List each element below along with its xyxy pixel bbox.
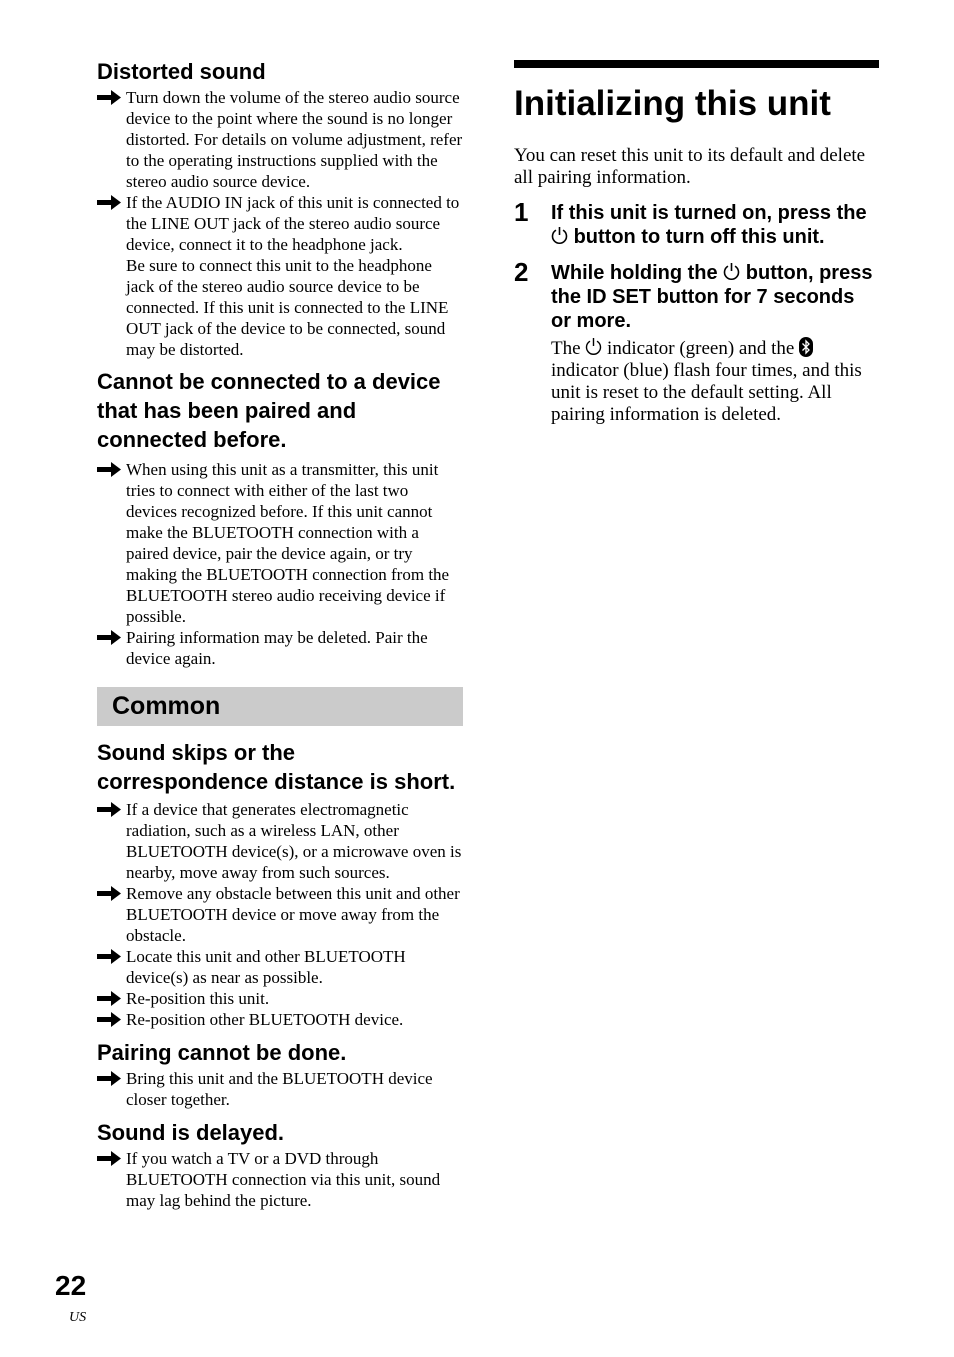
power-icon: [723, 262, 740, 281]
region-code: US: [69, 1310, 87, 1325]
arrow-right-icon: [97, 630, 121, 645]
title-rule: [514, 60, 879, 68]
heading-sound-skips: Sound skips or the correspondence distance is short.: [97, 740, 456, 794]
page-number: 22: [55, 1270, 87, 1301]
arrow-right-icon: [97, 462, 121, 477]
list-item: Turn down the volume of the stereo audio source device to the point where the sound is no longer distorted. For details on volume adjustment, refer to the operating instructions supplied with the stereo audio source device.: [97, 87, 463, 192]
intro-text: You can reset this unit to its default and delete all pairing information.: [514, 145, 866, 188]
power-icon: [585, 337, 602, 356]
list-item: Bring this unit and the BLUETOOTH device closer together.: [97, 1068, 463, 1110]
arrow-right-icon: [97, 991, 121, 1006]
step-result: The indicator (green) and the indicator (blue) flash four times, and this unit is reset to the default setting. All pairing information is deleted.: [551, 338, 862, 425]
arrow-right-icon: [97, 195, 121, 210]
list-item: If you watch a TV or a DVD through BLUETOOTH connection via this unit, sound may lag behind the picture.: [97, 1148, 463, 1211]
step-1: [514, 197, 879, 249]
arrow-right-icon: [97, 949, 121, 964]
arrow-right-icon: [97, 1071, 121, 1086]
right-column: [514, 60, 879, 426]
left-column: [97, 58, 463, 1211]
list-item: Locate this unit and other BLUETOOTH device(s) as near as possible.: [97, 946, 463, 988]
page-title: Initializing this unit: [514, 84, 831, 123]
arrow-right-icon: [97, 90, 121, 105]
heading-cannot-connect: Cannot be connected to a device that has been paired and connected before.: [97, 369, 441, 452]
list-item: When using this unit as a transmitter, this unit tries to connect with either of the last two devices recognized before. If this unit cannot make the BLUETOOTH connection with a paired device, pair the device again, or try making the BLUETOOTH connection from the BLUETOOTH stereo audio receiving device if possible.: [97, 459, 463, 627]
step-2: [514, 257, 879, 426]
list-item: If a device that generates electromagnetic radiation, such as a wireless LAN, other BLUETOOTH device(s), or a microwave oven is nearby, move away from such sources.: [97, 799, 463, 883]
arrow-right-icon: [97, 1151, 121, 1166]
step-instruction: While holding the button, press the ID SET button for 7 seconds or more.: [551, 262, 873, 332]
arrow-right-icon: [97, 802, 121, 817]
list-item: If the AUDIO IN jack of this unit is connected to the LINE OUT jack of the stereo audio source device, connect it to the headphone jack.: [97, 192, 463, 255]
note-text: Be sure to connect this unit to the headphone jack of the stereo audio source device to be connected. If this unit is connected to the LINE OUT jack of the device to be connected, sound may be distorted.: [126, 256, 449, 359]
heading-distorted-sound: Distorted sound: [97, 59, 266, 84]
section-bar-common: [97, 687, 463, 726]
power-icon: [551, 226, 568, 245]
heading-pairing-cannot-be-done: Pairing cannot be done.: [97, 1040, 347, 1065]
list-item: Re-position other BLUETOOTH device.: [97, 1009, 463, 1030]
step-number: 1: [514, 197, 529, 227]
list-item: Pairing information may be deleted. Pair the device again.: [97, 627, 463, 669]
section-title-common: Common: [112, 692, 221, 720]
bluetooth-icon: [799, 337, 813, 357]
step-number: 2: [514, 257, 529, 287]
list-item: Remove any obstacle between this unit and other BLUETOOTH device or move away from the obstacle.: [97, 883, 463, 946]
arrow-right-icon: [97, 886, 121, 901]
step-instruction: If this unit is turned on, press the button to turn off this unit.: [551, 202, 867, 248]
list-item: Re-position this unit.: [97, 988, 463, 1009]
heading-sound-is-delayed: Sound is delayed.: [97, 1120, 285, 1145]
arrow-right-icon: [97, 1012, 121, 1027]
